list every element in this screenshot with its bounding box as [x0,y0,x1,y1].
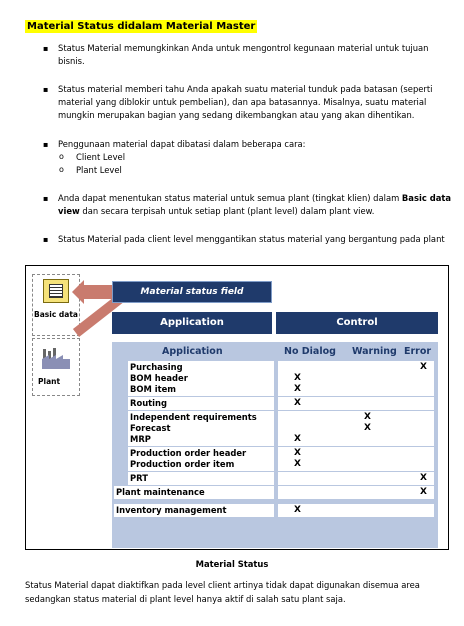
table-row-label: BOM item [130,384,177,394]
table-row-label: Plant maintenance [116,487,205,497]
header-application: Application [112,312,272,334]
table-row-label: Forecast [130,423,171,433]
table-cell-application [128,472,274,485]
sub-item-client-level: o Client Level [43,151,376,164]
col-error: Error [404,346,432,357]
col-application: Application [162,346,223,357]
table-mark-w: X [364,423,371,433]
basic-data-icon [43,279,69,303]
bullet-text-post: dan secara terpisah untuk setiap plant (plant level) dalam plant view. [79,206,375,216]
plant-box [32,338,80,396]
table-mark-nd: X [294,398,301,408]
bullet-item-basic-data [43,192,453,218]
figure-caption: Material Status [195,559,269,569]
arrow-to-basic-data [82,285,114,299]
table-row-label: Independent requirements [130,412,257,422]
sub-item-plant-level: o Plant Level [43,164,376,177]
basic-data-label: Basic data [34,310,78,319]
page-heading: Material Status didalam Material Master [27,21,256,32]
table-row-label: MRP [130,434,151,444]
table-cell-control [278,397,434,410]
table-row-label: Inventory management [116,505,227,515]
status-table [112,342,438,548]
bullet-item: ▪ Status material memberi tahu Anda apakah suatu material tunduk pada batasan (seperti material yang diblokir untuk pembelian), dan apa batasannya. Misalnya, suatu material mungkin merupakan bagian yang sedang dikembangkan atau yang akan dihentikan. [43,83,448,122]
bullet-text-bold: Basic data view [58,193,451,216]
table-row-label: Production order header [130,448,247,458]
table-mark-e: X [420,473,427,483]
table-cell-control [278,486,434,499]
table-mark-nd: X [294,384,301,394]
table-row-label: Purchasing [130,362,183,372]
bullet-item: ▪ Status Material memungkinkan Anda untuk mengontrol kegunaan material untuk tujuan bisnis. [43,42,448,68]
table-mark-nd: X [294,505,301,515]
table-row-label: Production order item [130,459,235,469]
col-warning: Warning [352,346,397,357]
table-mark-nd: X [294,448,301,458]
table-row-label: PRT [130,473,148,483]
table-cell-control [278,447,434,471]
table-row-label: Routing [130,398,167,408]
table-cell-control [278,372,434,396]
table-mark-e: X [420,362,427,372]
header-control: Control [276,312,438,334]
table-mark-e: X [420,487,427,497]
bullet-item: ▪ Status Material pada client level menggantikan status material yang bergantung pada plant [43,233,458,246]
table-cell-control [278,411,434,446]
table-cell-control [278,504,434,517]
table-mark-nd: X [294,434,301,444]
footer-paragraph: Status Material dapat diaktifkan pada level client artinya tidak dapat digunakan disemua area sedangkan status material di plant level hanya aktif di salah satu plant saja. [25,580,420,604]
table-mark-nd: X [294,373,301,383]
table-cell-control [278,472,434,485]
table-row-label: BOM header [130,373,188,383]
table-mark-nd: X [294,459,301,469]
bullet-item: ▪ Penggunaan material dapat dibatasi dalam beberapa cara: [43,138,448,151]
material-status-figure [25,265,449,550]
factory-icon [41,345,71,369]
col-no-dialog: No Dialog [284,346,336,357]
table-mark-w: X [364,412,371,422]
bullet-text-pre: Anda dapat menentukan status material untuk semua plant (tingkat klien) dalam [58,193,402,203]
material-status-field-label: Material status field [112,281,272,303]
plant-label: Plant [38,377,61,386]
